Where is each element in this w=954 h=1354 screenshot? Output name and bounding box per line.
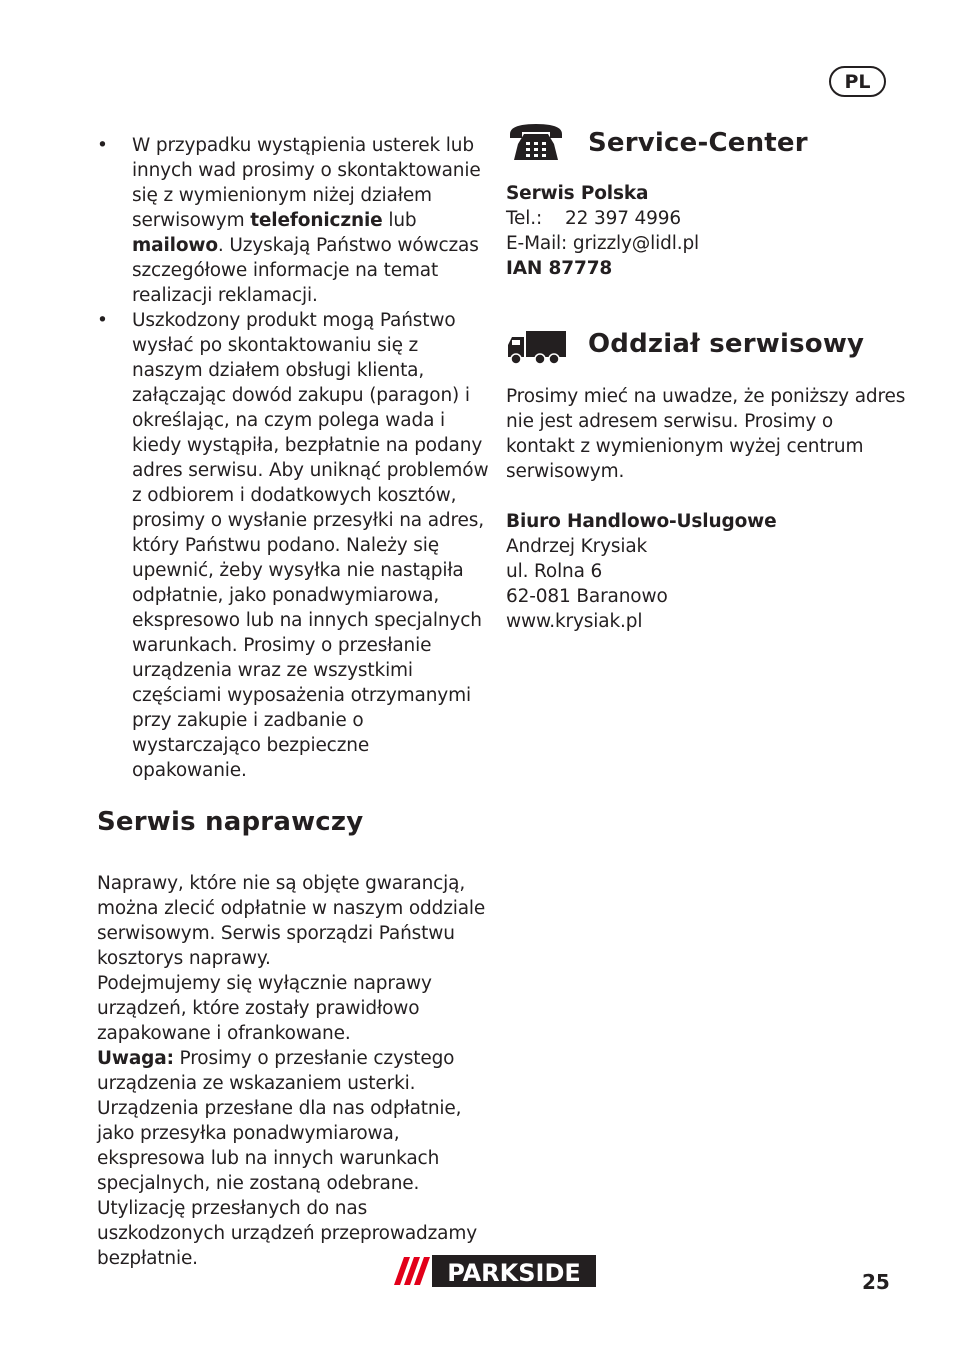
phone-label: Tel.: xyxy=(506,208,543,229)
ian-number: IAN 87778 xyxy=(506,258,613,279)
email-keyword: mailowo xyxy=(132,235,218,256)
phone-line xyxy=(506,206,906,231)
repair-service-heading: Serwis naprawczy xyxy=(97,807,364,837)
contact-person: Andrzej Krysiak xyxy=(506,536,648,557)
telephone-icon xyxy=(506,120,566,166)
service-contact-block xyxy=(506,181,906,281)
list-item: • W przypadku wystąpienia usterek lub innych wad prosimy o skontaktowanie się z wymienionym niżej działem serwisowym telefonicznie lub mailowo. Uzyskają Państwo wówczas szczegółowe informacje na temat realizacji reklamacji. xyxy=(97,133,489,308)
service-center-title: Service-Center xyxy=(588,128,808,158)
email-line: E-Mail: grizzly@lidl.pl xyxy=(506,233,700,254)
right-column xyxy=(506,120,906,634)
svg-text:PARKSIDE: PARKSIDE xyxy=(447,1259,581,1287)
branch-header xyxy=(506,321,906,367)
language-badge: PL xyxy=(829,66,886,97)
service-name: Serwis Polska xyxy=(506,183,649,204)
street-address: ul. Rolna 6 xyxy=(506,561,603,582)
page-number: 25 xyxy=(862,1270,890,1294)
company-name: Biuro Handlowo-Uslugowe xyxy=(506,511,777,532)
truck-icon xyxy=(506,321,566,367)
paragraph: Podejmujemy się wyłącznie naprawy urządzeń, które zostały prawidłowo zapakowane i ofrankowane. xyxy=(97,973,432,1044)
branch-note: Prosimy mieć na uwadze, że poniższy adres nie jest adresem serwisu. Prosimy o kontakt z wymienionym wyżej centrum serwisowym. xyxy=(506,386,906,482)
left-column xyxy=(97,133,489,1271)
paragraph: Uwaga: Prosimy o przesłanie czystego urządzenia ze wskazaniem usterki. Urządzenia przesłane dla nas odpłatnie, jako przesyłka ponadwymiarowa, ekspresowa lub na innych warunkach specjalnych, nie zostaną odebrane. xyxy=(97,1048,462,1194)
postal-city: 62-081 Baranowo xyxy=(506,586,668,607)
paragraph: Naprawy, które nie są objęte gwarancją, można zlecić odpłatnie w naszym oddziale serwisowym. Serwis sporządzi Państwu kosztorys naprawy. xyxy=(97,873,486,969)
repair-service-text xyxy=(97,871,489,1271)
website: www.krysiak.pl xyxy=(506,611,643,632)
paragraph: Utylizację przesłanych do nas uszkodzonych urządzeń przeprowadzamy bezpłatnie. xyxy=(97,1198,478,1269)
parkside-logo xyxy=(390,1253,598,1289)
branch-title: Oddział serwisowy xyxy=(588,329,865,359)
service-center-header xyxy=(506,120,906,166)
warranty-bullet-list xyxy=(97,133,489,783)
phone-keyword: telefonicznie xyxy=(250,210,383,231)
branch-address-block xyxy=(506,509,906,634)
note-label: Uwaga: xyxy=(97,1048,174,1069)
list-item: • Uszkodzony produkt mogą Państwo wysłać po skontaktowaniu się z naszym działem obsługi klienta, załączając dowód zakupu (paragon) i określając, na czym polega wada i kiedy wystąpiła, bezpłatnie na podany adres serwisu. Aby uniknąć problemów z odbiorem i dodatkowych kosztów, prosimy o wysłanie przesyłki na adres, który Państwu podano. Należy się upewnić, żeby wysyłka nie nastąpiła odpłatnie, jako ponadwymiarowa, ekspresowo lub na innych specjalnych warunkach. Prosimy o przesłanie urządzenia wraz ze wszystkimi częściami wyposażenia otrzymanymi przy zakupie i zadbanie o wystarczająco bezpieczne opakowanie. xyxy=(97,308,489,783)
phone-number: 22 397 4996 xyxy=(564,208,682,229)
